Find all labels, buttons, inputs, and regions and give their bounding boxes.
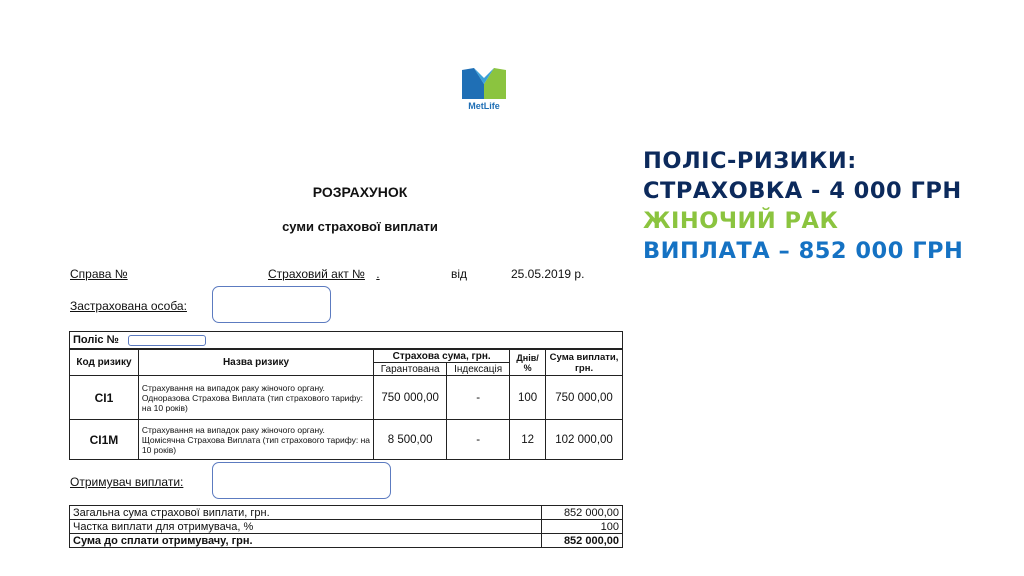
amount-payable-value: 852 000,00 (542, 534, 623, 548)
payout-value: 750 000,00 (546, 376, 623, 420)
act-field (268, 267, 396, 281)
policy-row (70, 332, 623, 350)
recipient-name-field[interactable] (212, 462, 391, 499)
header-code: Код ризику (70, 349, 139, 376)
amount-payable-label: Сума до сплати отримувачу, грн. (70, 534, 542, 548)
header-days: Днів/ % (510, 349, 546, 376)
risk-name: Страхування на випадок раку жіночого органу. Одноразова Страхова Виплата (тип страхового тарифу: на 10 років) (138, 376, 373, 420)
total-sum-label: Загальна сума страхової виплати, грн. (70, 506, 542, 520)
metlife-logo (458, 66, 510, 111)
payout-value: 102 000,00 (546, 420, 623, 460)
guaranteed-sum: 8 500,00 (374, 420, 447, 460)
amount-payable-row (70, 534, 623, 548)
indexation-value: - (447, 376, 510, 420)
header-guaranteed: Гарантована (374, 363, 447, 376)
act-number: . (376, 267, 380, 281)
act-label: Страховий акт № (268, 267, 365, 281)
recipient-share-label: Частка виплати для отримувача, % (70, 520, 542, 534)
metlife-logo-icon (460, 66, 508, 100)
headline-line-3: ЖІНОЧИЙ РАК (643, 208, 839, 234)
days-value: 100 (510, 376, 546, 420)
table-header-row (70, 349, 623, 363)
totals-table (69, 505, 623, 548)
risk-code: СІ1М (70, 420, 139, 460)
date-from-label: від (451, 267, 468, 281)
recipient-label: Отримувач виплати: (70, 475, 184, 489)
risk-code: СІ1 (70, 376, 139, 420)
total-sum-value: 852 000,00 (542, 506, 623, 520)
headline-line-1: ПОЛІС-РИЗИКИ: (643, 148, 857, 174)
case-label: Справа № (70, 267, 128, 281)
headline-line-4: ВИПЛАТА – 852 000 ГРН (643, 238, 964, 264)
guaranteed-sum: 750 000,00 (374, 376, 447, 420)
risk-name: Страхування на випадок раку жіночого органу. Щомісячна Страхова Виплата (тип страхового тарифу: на 10 років) (138, 420, 373, 460)
header-payout: Сума виплати, грн. (546, 349, 623, 376)
table-row (70, 420, 623, 460)
header-name: Назва ризику (138, 349, 373, 376)
header-sum: Страхова сума, грн. (374, 349, 510, 363)
table-row (70, 376, 623, 420)
logo-text: MetLife (468, 101, 500, 111)
headline (643, 146, 963, 266)
recipient-share-row (70, 520, 623, 534)
document-date: 25.05.2019 р. (511, 267, 585, 281)
document-title: РОЗРАХУНОК (312, 184, 408, 200)
indexation-value: - (447, 420, 510, 460)
total-sum-row (70, 506, 623, 520)
days-value: 12 (510, 420, 546, 460)
insured-name-field[interactable] (212, 286, 331, 323)
risk-table (69, 331, 623, 460)
header-indexation: Індексація (447, 363, 510, 376)
policy-label: Поліс № (73, 334, 119, 346)
insured-label: Застрахована особа: (70, 299, 187, 313)
headline-line-2: СТРАХОВКА - 4 000 ГРН (643, 178, 962, 204)
document-subtitle: суми страхової виплати (282, 219, 438, 234)
policy-number-field[interactable] (128, 335, 206, 346)
recipient-share-value: 100 (542, 520, 623, 534)
